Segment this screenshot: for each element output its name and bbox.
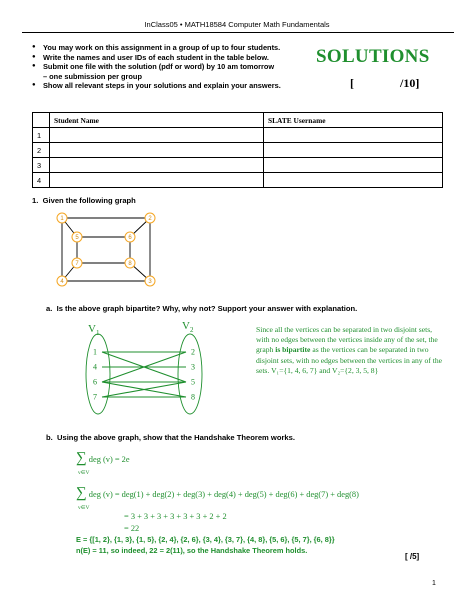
graph-edges [62,218,150,281]
instruction-item: ● You may work on this assignment in a group of up to four students. [32,43,312,53]
row-number: 4 [33,173,50,188]
handshake-result [76,546,307,555]
bipartite-vertex-6: 6 [93,377,97,387]
handshake-sum-1 [76,450,130,467]
sum-1-rhs: deg (v) = 2e [88,455,130,464]
bipartite-figure [74,318,224,424]
sigma-symbol: ∑ [76,450,87,466]
table-row [33,173,443,188]
explanation-line-2: as the vertices can be separated in two disjoint sets, with no edges between the vertices in any of the sets. [256,345,443,375]
bipartite-vertex-1: 1 [93,347,97,357]
part-a-text: Is the above graph bipartite? Why, why not? Support your answer with explanation. [56,304,358,313]
handshake-line-3: = 3 + 3 + 3 + 3 + 3 + 3 + 2 + 2 [124,512,227,521]
part-b-score: [ /5] [405,552,420,561]
bipartite-vertex-7: 7 [93,392,97,402]
graph-vertex-3 [145,276,155,286]
sigma-symbol: ∑ [76,485,87,501]
sum-2-subscript: v∈V [78,505,90,511]
graph-vertex-2 [145,213,155,223]
instruction-item: ● Submit one file with the solution (pdf or word) by 10 am tomorrow [32,62,312,72]
explanation-bold: is bipartite [275,345,311,355]
explanation-line-1: Since all the vertices can be separated in two disjoint sets, with no edges between the vertices inside any of the set, the graph [256,325,438,355]
table-header-student-name: Student Name [50,113,264,128]
graph-vertices [57,213,155,286]
table-row [33,128,443,143]
slate-username-cell[interactable] [264,128,443,143]
table-header-row [33,113,443,128]
row-number: 1 [33,128,50,143]
table-header-slate-username: SLATE Username [264,113,443,128]
v2-label: $V_2$ [182,320,194,334]
slate-username-cell[interactable] [264,158,443,173]
question-1 [32,196,136,205]
score-box [350,76,419,91]
graph-vertex-8 [125,258,135,268]
score-open: [ [350,76,354,90]
table-header-number [33,113,50,128]
edge-set: E = {[1, 2}, {1, 3}, {1, 5}, {2, 4}, {2, 6}, {3, 4}, {3, 7}, {4, 8}, {5, 6}, {5, 7}, {6, 8}} [76,535,335,544]
svg-text:7: 7 [75,261,79,268]
question-number: 1. [32,196,39,205]
bipartite-edges [102,352,186,397]
student-name-cell[interactable] [50,128,264,143]
bipartite-vertex-2: 2 [191,347,195,357]
svg-text:3: 3 [148,279,152,286]
part-a-number: a. [46,304,53,313]
bipartite-vertex-4: 4 [93,362,97,372]
student-name-cell[interactable] [50,158,264,173]
graph-figure [50,208,165,288]
table-row [33,143,443,158]
slate-username-cell[interactable] [264,143,443,158]
part-b-text: Using the above graph, show that the Handshake Theorem works. [56,433,295,442]
svg-text:5: 5 [75,235,79,242]
row-number: 3 [33,158,50,173]
bipartite-vertex-5: 5 [191,377,195,387]
svg-text:2: 2 [148,216,152,223]
document-header: InClass05 • MATH18584 Computer Math Fundamentals [144,20,330,29]
score-total: /10] [400,76,420,90]
graph-vertex-4 [57,276,67,286]
result-prefix: n(E) = 11, so indeed, 22 = 2(11), so the [76,546,209,555]
svg-text:4: 4 [60,279,64,286]
explanation-sets: V₁={1, 4, 6, 7} and V₂={2, 3, 5, 8} [271,365,379,375]
handshake-line-4: = 22 [124,524,140,533]
graph-vertex-5 [72,232,82,242]
v1-label: $V_1$ [88,323,100,337]
part-b-number: b. [46,433,53,442]
student-name-cell[interactable] [50,143,264,158]
svg-text:8: 8 [128,261,132,268]
graph-vertex-7 [72,258,82,268]
handshake-sum-2 [76,485,359,502]
sum-1-subscript: v∈V [78,470,90,476]
bipartite-explanation [256,325,446,376]
instruction-item: ● Show all relevant steps in your solutions and explain your answers. [32,81,312,91]
result-bold: Handshake Theorem holds. [210,546,308,555]
svg-text:1: 1 [60,216,64,223]
roster-table [32,112,443,188]
part-a [46,304,357,313]
question-text: Given the following graph [42,196,136,205]
instructions-list [32,43,312,91]
table-row [33,158,443,173]
v1-set-ellipse [86,334,110,414]
graph-vertex-6 [125,232,135,242]
sum-2-rhs: deg (v) = deg(1) + deg(2) + deg(3) + deg(4) + deg(5) + deg(6) + deg(7) + deg(8) [88,490,359,499]
header-rule [22,32,454,33]
row-number: 2 [33,143,50,158]
instruction-item: ● Write the names and user IDs of each student in the table below. [32,53,312,63]
bipartite-vertex-8: 8 [191,392,195,402]
slate-username-cell[interactable] [264,173,443,188]
svg-text:6: 6 [128,235,132,242]
solutions-title: SOLUTIONS [316,46,430,67]
v2-set-ellipse [178,334,202,414]
graph-vertex-1 [57,213,67,223]
part-b [46,433,295,442]
page-number: 1 [432,580,436,587]
instruction-item: – one submission per group [43,71,142,81]
bipartite-vertex-3: 3 [191,362,195,372]
student-name-cell[interactable] [50,173,264,188]
